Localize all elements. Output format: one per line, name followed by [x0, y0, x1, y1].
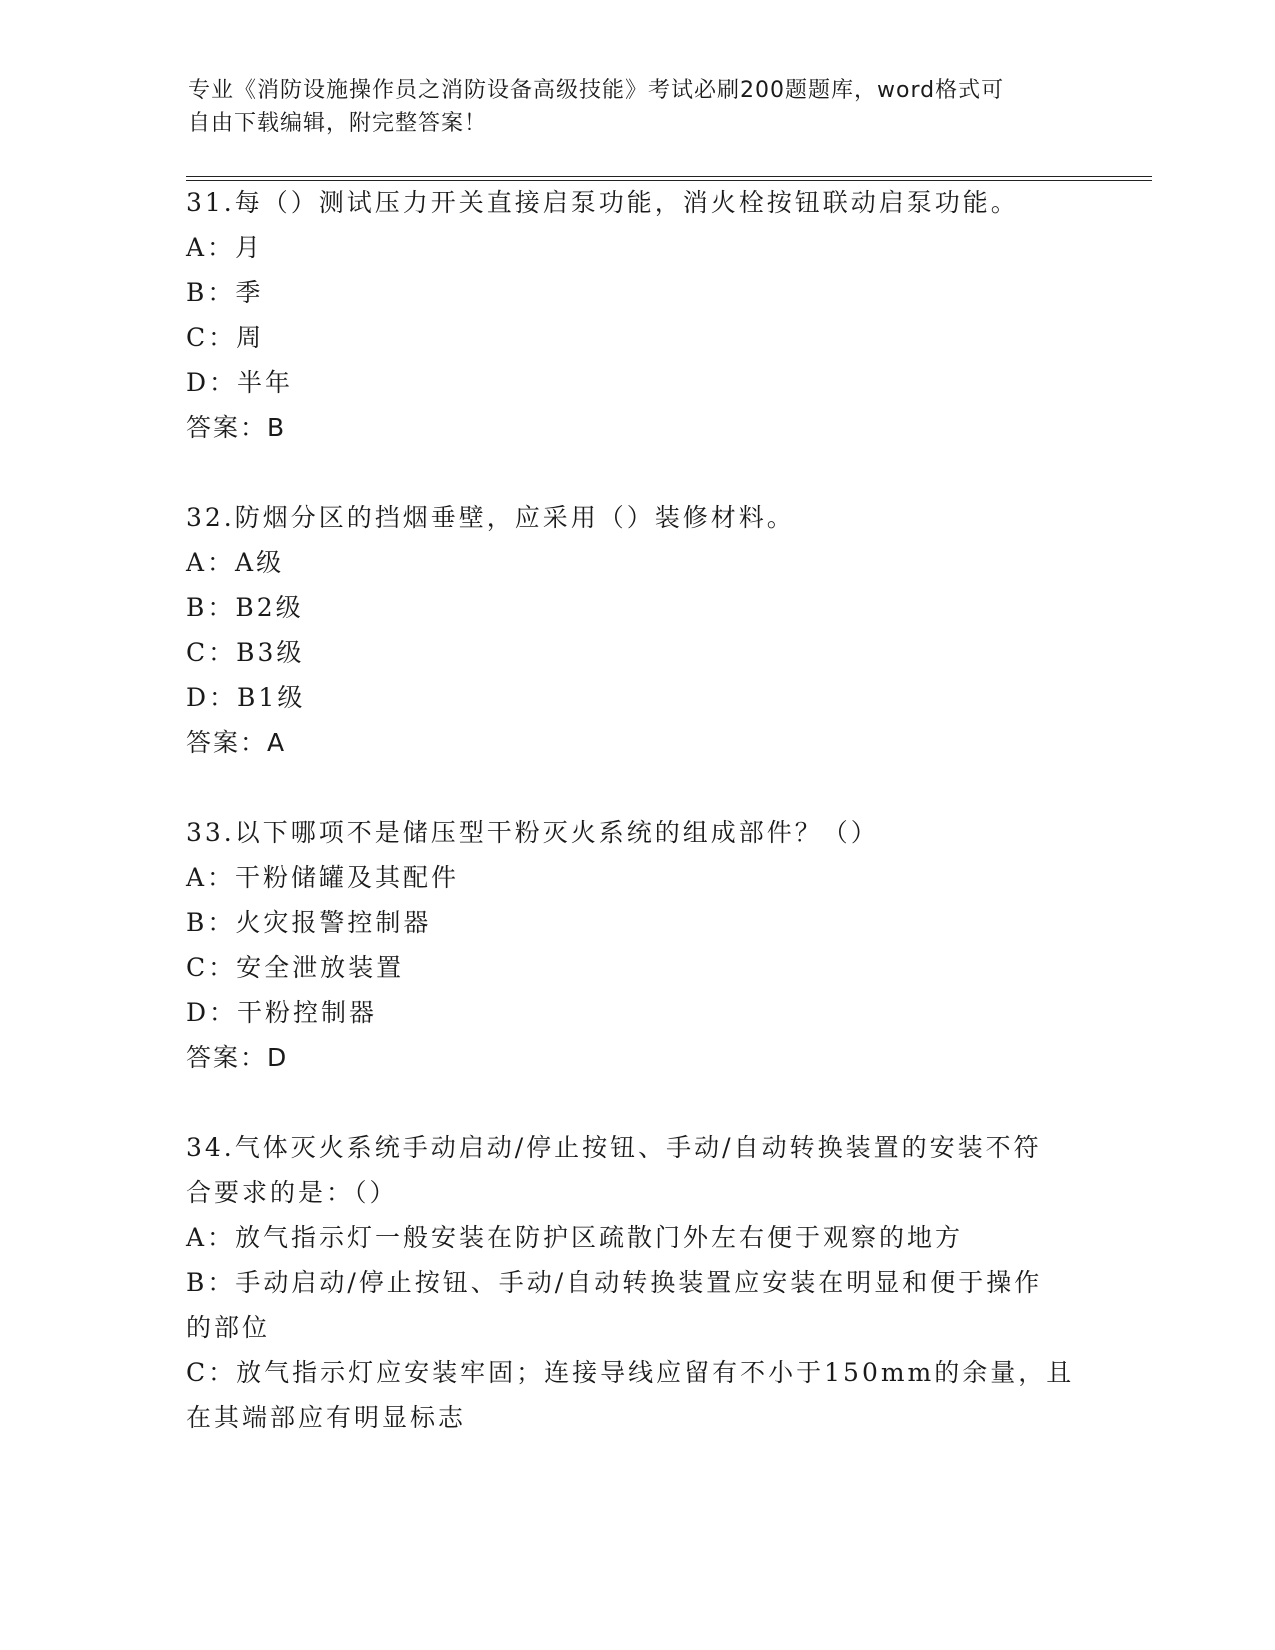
question-text-line-2: 合要求的是：（）: [186, 1178, 398, 1207]
option-c-continued: 在其端部应有明显标志: [186, 1403, 467, 1432]
answer-text: 答案：B: [186, 413, 287, 442]
option-c: C：放气指示灯应安装牢固；连接导线应留有不小于150mm的余量，且: [186, 1358, 1075, 1387]
answer-text: 答案：D: [186, 1043, 289, 1072]
document-header: [188, 74, 1068, 140]
option-d: D：半年: [186, 368, 294, 397]
option-b: B：手动启动/停止按钮、手动/自动转换装置应安装在明显和便于操作: [186, 1268, 1043, 1297]
header-line-2: 自由下载编辑，附完整答案！: [188, 111, 488, 136]
option-a: A：月: [186, 233, 264, 262]
question-text: 32.防烟分区的挡烟垂壁，应采用（）装修材料。: [186, 503, 795, 532]
header-line-1: 专业《消防设施操作员之消防设备高级技能》考试必刷200题题库，word格式可: [188, 78, 1005, 103]
question-34: [186, 1125, 1086, 1440]
option-a: A：放气指示灯一般安装在防护区疏散门外左右便于观察的地方: [186, 1223, 964, 1252]
question-31: [186, 180, 1086, 450]
option-c: C：周: [186, 323, 265, 352]
option-d: D：干粉控制器: [186, 998, 378, 1027]
answer-text: 答案：A: [186, 728, 287, 757]
question-33: [186, 810, 1086, 1080]
question-text: 31.每（）测试压力开关直接启泵功能，消火栓按钮联动启泵功能。: [186, 188, 1019, 217]
option-c: C：B3级: [186, 638, 305, 667]
option-b: B：季: [186, 278, 264, 307]
option-b: B：B2级: [186, 593, 304, 622]
option-d: D：B1级: [186, 683, 306, 712]
option-b-continued: 的部位: [186, 1313, 271, 1342]
question-32: [186, 495, 1086, 765]
option-a: A：干粉储罐及其配件: [186, 863, 460, 892]
question-text-line-1: 34.气体灭火系统手动启动/停止按钮、手动/自动转换装置的安装不符: [186, 1133, 1042, 1162]
option-c: C：安全泄放装置: [186, 953, 405, 982]
question-text: 33.以下哪项不是储压型干粉灭火系统的组成部件？（）: [186, 818, 879, 847]
option-a: A：A级: [186, 548, 285, 577]
option-b: B：火灾报警控制器: [186, 908, 432, 937]
